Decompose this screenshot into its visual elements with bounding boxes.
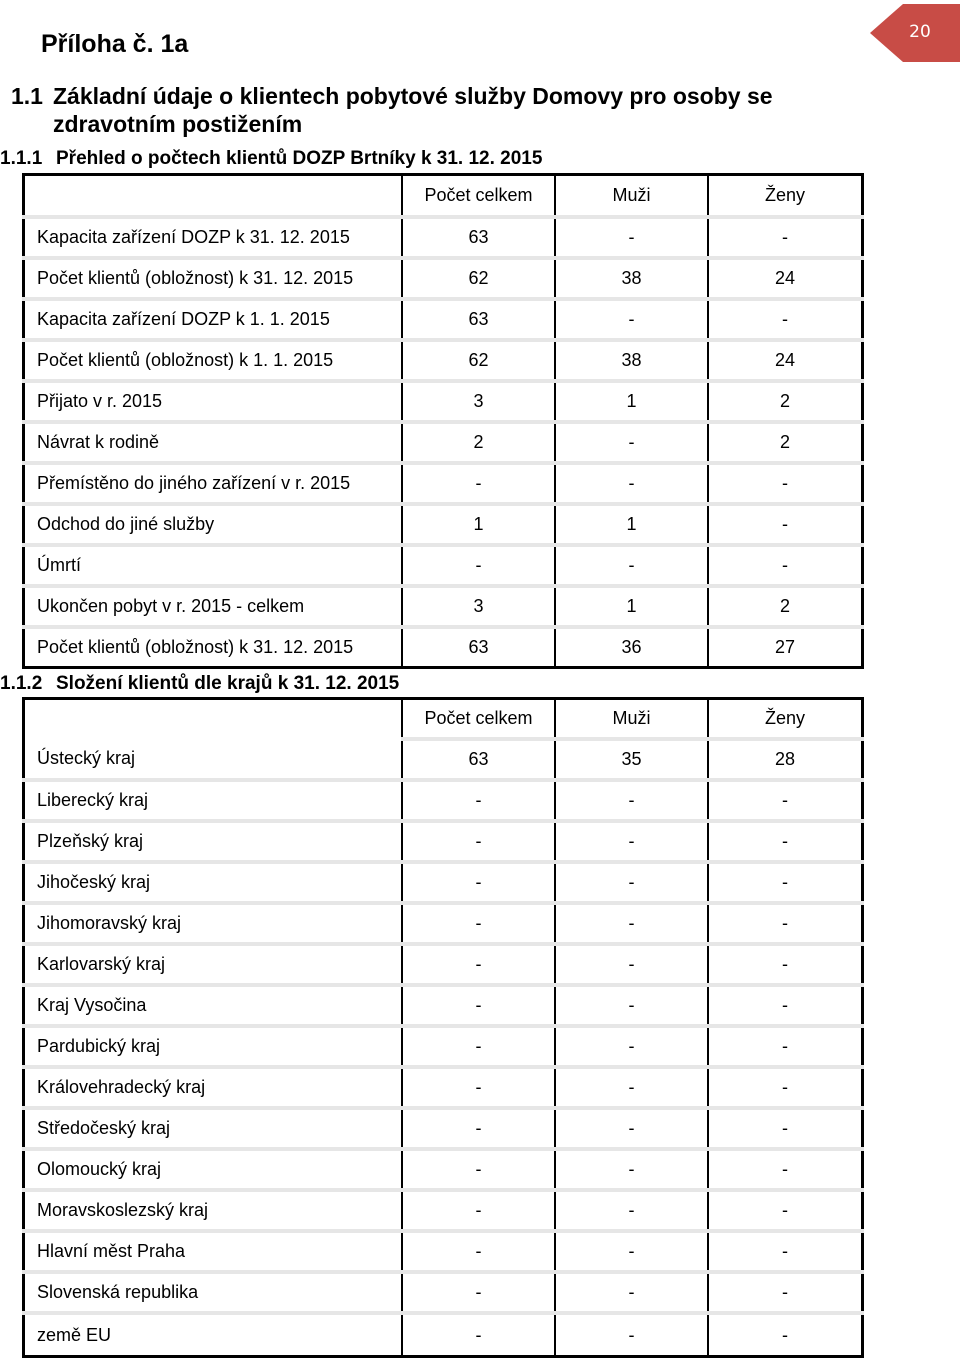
cell-men: - [555,299,708,340]
row-label: Královehradecký kraj [24,1067,403,1108]
table-row [24,422,863,463]
cell-total: - [402,821,555,862]
row-label: Odchod do jiné služby [24,504,403,545]
cell-total: 63 [402,739,555,780]
header-blank-cell [24,175,403,218]
cell-men: - [555,1190,708,1231]
cell-total: - [402,944,555,985]
cell-men: - [555,1067,708,1108]
cell-total: 63 [402,217,555,258]
cell-men: - [555,1026,708,1067]
row-label: Počet klientů (obložnost) k 31. 12. 2015 [24,258,403,299]
row-label: Ukončen pobyt v r. 2015 - celkem [24,586,403,627]
table-row [24,545,863,586]
row-label: Kapacita zařízení DOZP k 31. 12. 2015 [24,217,403,258]
cell-total: - [402,545,555,586]
table-row [24,1272,863,1313]
row-label: Jihomoravský kraj [24,903,403,944]
column-header-women: Ženy [708,175,863,218]
cell-women: - [708,299,863,340]
section-title-line1: Základní údaje o klientech pobytové služby Domovy pro osoby se [53,83,773,109]
cell-women: 2 [708,381,863,422]
cell-women: - [708,463,863,504]
column-header-total: Počet celkem [402,699,555,740]
table-row [24,1108,863,1149]
cell-total: - [402,1026,555,1067]
cell-total: 1 [402,504,555,545]
clients-by-region-table [22,697,864,1358]
table-row [24,381,863,422]
table-row [24,627,863,668]
row-label: Slovenská republika [24,1272,403,1313]
cell-men: 38 [555,340,708,381]
cell-total: - [402,1231,555,1272]
cell-total: 2 [402,422,555,463]
page-number-badge [870,0,960,66]
cell-men: - [555,545,708,586]
cell-women: 2 [708,586,863,627]
row-label: Středočeský kraj [24,1108,403,1149]
cell-total: - [402,903,555,944]
table-header-row [24,175,863,218]
cell-men: - [555,1231,708,1272]
row-label: Plzeňský kraj [24,821,403,862]
cell-women: 28 [708,739,863,780]
table1-title: Přehled o počtech klientů DOZP Brtníky k 31. 12. 2015 [56,148,543,169]
cell-women: - [708,1067,863,1108]
cell-women: - [708,985,863,1026]
table-row [24,821,863,862]
cell-total: - [402,862,555,903]
cell-men: - [555,1313,708,1357]
cell-women: 2 [708,422,863,463]
cell-women: - [708,1149,863,1190]
cell-women: - [708,780,863,821]
table-row [24,944,863,985]
cell-women: 24 [708,340,863,381]
column-header-men: Muži [555,699,708,740]
cell-women: - [708,1231,863,1272]
cell-women: - [708,944,863,985]
cell-men: 36 [555,627,708,668]
row-label: Karlovarský kraj [24,944,403,985]
row-label: Návrat k rodině [24,422,403,463]
table2-number: 1.1.2 [0,673,43,694]
cell-total: - [402,1272,555,1313]
row-label: Liberecký kraj [24,780,403,821]
cell-men: - [555,985,708,1026]
cell-women: 27 [708,627,863,668]
table-row [24,463,863,504]
table1-heading [0,148,542,170]
row-label: Olomoucký kraj [24,1149,403,1190]
table-row [24,903,863,944]
cell-total: 62 [402,258,555,299]
cell-total: - [402,1190,555,1231]
cell-men: - [555,1149,708,1190]
cell-total: - [402,780,555,821]
cell-total: 3 [402,586,555,627]
cell-women: - [708,217,863,258]
cell-women: - [708,1313,863,1357]
clients-overview-table [22,173,864,669]
section-number: 1.1 [11,83,43,109]
table-row [24,299,863,340]
table-row [24,780,863,821]
table-row [24,739,863,780]
table-row [24,340,863,381]
table2-heading [0,673,399,695]
cell-men: - [555,217,708,258]
cell-men: 1 [555,504,708,545]
cell-women: - [708,862,863,903]
cell-men: - [555,1108,708,1149]
table-row [24,1313,863,1357]
cell-total: - [402,1067,555,1108]
section-title-line2: zdravotním postižením [53,111,303,137]
cell-men: - [555,1272,708,1313]
cell-women: - [708,545,863,586]
cell-women: - [708,903,863,944]
table-row [24,1190,863,1231]
cell-men: - [555,903,708,944]
table-row [24,1026,863,1067]
table2-title: Složení klientů dle krajů k 31. 12. 2015 [56,673,400,694]
section-heading [11,82,861,138]
cell-men: - [555,463,708,504]
cell-total: 63 [402,299,555,340]
table-row [24,586,863,627]
table-row [24,504,863,545]
row-label: Hlavní měst Praha [24,1231,403,1272]
cell-total: - [402,463,555,504]
header-blank-cell [24,699,403,740]
cell-women: - [708,821,863,862]
cell-total: - [402,1149,555,1190]
table-row [24,258,863,299]
row-label: Přemístěno do jiného zařízení v r. 2015 [24,463,403,504]
table-row [24,217,863,258]
cell-men: - [555,780,708,821]
cell-total: 63 [402,627,555,668]
column-header-men: Muži [555,175,708,218]
cell-total: 62 [402,340,555,381]
row-label: Kapacita zařízení DOZP k 1. 1. 2015 [24,299,403,340]
page-number: 20 [909,22,931,42]
cell-total: - [402,1313,555,1357]
row-label: Moravskoslezský kraj [24,1190,403,1231]
cell-men: - [555,862,708,903]
row-label: Pardubický kraj [24,1026,403,1067]
row-label: Kraj Vysočina [24,985,403,1026]
cell-total: - [402,985,555,1026]
table-row [24,985,863,1026]
row-label: Počet klientů (obložnost) k 31. 12. 2015 [24,627,403,668]
cell-men: - [555,944,708,985]
row-label: Počet klientů (obložnost) k 1. 1. 2015 [24,340,403,381]
cell-women: - [708,1026,863,1067]
cell-men: 1 [555,381,708,422]
cell-men: 38 [555,258,708,299]
cell-women: - [708,1108,863,1149]
column-header-women: Ženy [708,699,863,740]
cell-women: - [708,504,863,545]
table-row [24,1067,863,1108]
cell-total: 3 [402,381,555,422]
table-row [24,1149,863,1190]
table-row [24,862,863,903]
row-label: Jihočeský kraj [24,862,403,903]
attachment-title: Příloha č. 1a [41,30,189,58]
row-label: Přijato v r. 2015 [24,381,403,422]
column-header-total: Počet celkem [402,175,555,218]
cell-men: 1 [555,586,708,627]
table-row [24,1231,863,1272]
cell-men: - [555,422,708,463]
table-header-row [24,699,863,740]
cell-women: - [708,1272,863,1313]
table1-number: 1.1.1 [0,148,43,169]
cell-women: 24 [708,258,863,299]
cell-men: - [555,821,708,862]
cell-men: 35 [555,739,708,780]
cell-total: - [402,1108,555,1149]
cell-women: - [708,1190,863,1231]
row-label: Úmrtí [24,545,403,586]
row-label: země EU [24,1313,403,1357]
row-label: Ústecký kraj [24,739,403,780]
